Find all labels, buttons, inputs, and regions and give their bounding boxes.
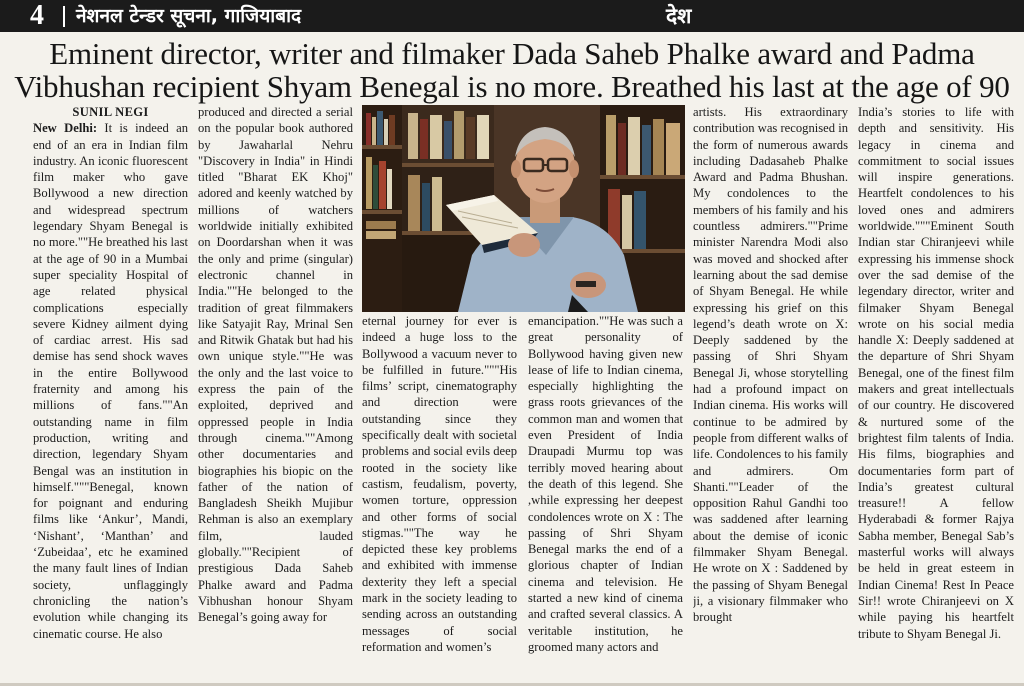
photo-director-reading-book — [362, 105, 685, 312]
column-text: artists. His extraordinary contribution was recognised in the form of numerous awards including Dadasaheb Phalke Award and Padma Bhushan. My condolences to the members of his family and his countless admirers.""Prime minister Narendra Modi also was moved and shocked after learning about the sad demise of Shyam Benegal. He while expressing his grief on this legend’s death wrote on X: Deeply saddened by the passing of Shri Shyam Benegal Ji, whose storytelling had a profound impact on Indian cinema. His works will continue to be admired by people from different walks of life. Condolences to his family and admirers. Om Shanti.""Leader of the opposition Rahul Gandhi too was saddened after learning about the demise of iconic filmmaker Shyam Benegal. He wrote on X : Saddened by the passing of Shyam Benegal ji, a visionary filmmaker who brought — [693, 105, 848, 625]
article-column-6 — [858, 104, 1014, 686]
column-text: India’s stories to life with depth and sensitivity. His legacy in cinema and commitment to social issues will inspire generations. Heartfelt condolences to his loved ones and admirers worldwide."""Eminent South Indian star Chiranjeevi while expressing his immense shock over the sad demise of the legendary director, writer and filmaker Shyam Benegal wrote on his social media handle X: Deeply saddened at the departure of Shri Shyam Benegal, one of the finest film makers and great intellectuals of our country. He discovered & nurtured some of the brightest film talents of India. His films, biographies and documentaries form part of India’s greatest cultural treasure!! A fellow Hyderabadi & former Rajya Sabha member, Benegal Sab’s masterful works will always be held in great esteem in Indian Cinema! Rest In Peace Sir!! wrote Chiranjeevi on X while paying his heartfelt tribute to Shyam Benegal Ji. — [858, 105, 1014, 641]
article-column-1 — [33, 104, 188, 686]
column-text: emancipation.""He was such a great personality of Bollywood having given new lease of life to Indian cinema, especially highlighting the grass roots grievances of the common man and women that even President of India Draupadi Murmu top was terribly moved hearing about the death of this legend. She ,while expressing her deepest condolences wrote on X : The passing of Shri Shyam Benegal marks the end of a glorious chapter of Indian cinema and television. He started a new kind of cinema and crafted several classics. A veritable institution, he groomed many actors and — [528, 314, 683, 654]
newspaper-name: नेशनल टेन्डर सूचना, गाजियाबाद — [76, 5, 302, 27]
article-column-4 — [528, 313, 683, 686]
column-text: It is indeed an end of an era in Indian film industry. An iconic fluorescent film maker who gave Bollywood a new direction and widespread spectrum legendary Shyam Benegal is no more.""He breathed his last at the age of 90 in a Mumbai super speciality Hospital of age related physical complications especially severe Kidney ailment dying of cardiac arrest. His sad demise has send shock waves in the entire Bollywood fraternity and among his millions of fans.""An outstanding name in film production, writing and direction, legendary Shyam Bengal was an institution in himself."""Benegal, known for poignant and enduring films like ‘Ankur’, Mandi, ‘Nishant’, ‘Manthan’ and ‘Zubeidaa’, etc he examined the many fault lines of Indian society, unflaggingly chronicling the nation’s evolution while changing its cinematic course. He also — [33, 121, 188, 641]
article-headline: Eminent director, writer and filmaker Dada Saheb Phalke award and Padma Vibhushan recipient Shyam Benegal is no more. Breathed his last at the age of 90 — [14, 36, 1010, 104]
masthead — [0, 0, 1024, 32]
page-number: 4 — [30, 0, 44, 31]
photo-illustration — [362, 105, 685, 312]
column-text: eternal journey for ever is indeed a huge loss to the Bollywood a vacuum never to be fulfilled in future."""His films’ script, cinematography and direction were outstanding since they specifically dealt with societal problems and social evils deep rooted in the society like castism, feudalism, poverty, women torture, oppression and other forms of social stigmas.""The way he depicted these key problems and exhibited with immense dexterity they left a special mark in the society leading to sending across an outstanding messages of social reformation and women’s — [362, 314, 517, 654]
article-column-3 — [362, 313, 517, 686]
article-column-2 — [198, 104, 353, 686]
section-label: देश — [666, 4, 692, 28]
dateline: New Delhi: — [33, 121, 98, 136]
column-text: produced and directed a serial on the popular book authored by Jawaharlal Nehru "Discovery in India" in Hindi titled "Bharat EK Khoj" adored and keenly watched by millions of watchers worldwide initially exhibited on Doordarshan when it was the only and prime (singular) electronic channel in India.""He belonged to the tradition of great filmmakers like Satyajit Ray, Mrinal Sen and Ritwik Ghatak but had his own unique style.""He was the only and the last voice to express the pain of the exploited, deprived and oppressed people in India through cinema.""Among other documentaries and biographies his biopic on the father of the nation of Bangladesh Sheikh Mujibur Rehman is also an exemplary film, lauded globally.""Recipient of prestigious Dada Saheb Phalke award and Padma Vibhushan honour Shyam Benegal’s going away for — [198, 105, 353, 625]
byline: SUNIL NEGI — [72, 105, 149, 119]
masthead-divider — [63, 6, 65, 27]
article-column-5 — [693, 104, 848, 686]
